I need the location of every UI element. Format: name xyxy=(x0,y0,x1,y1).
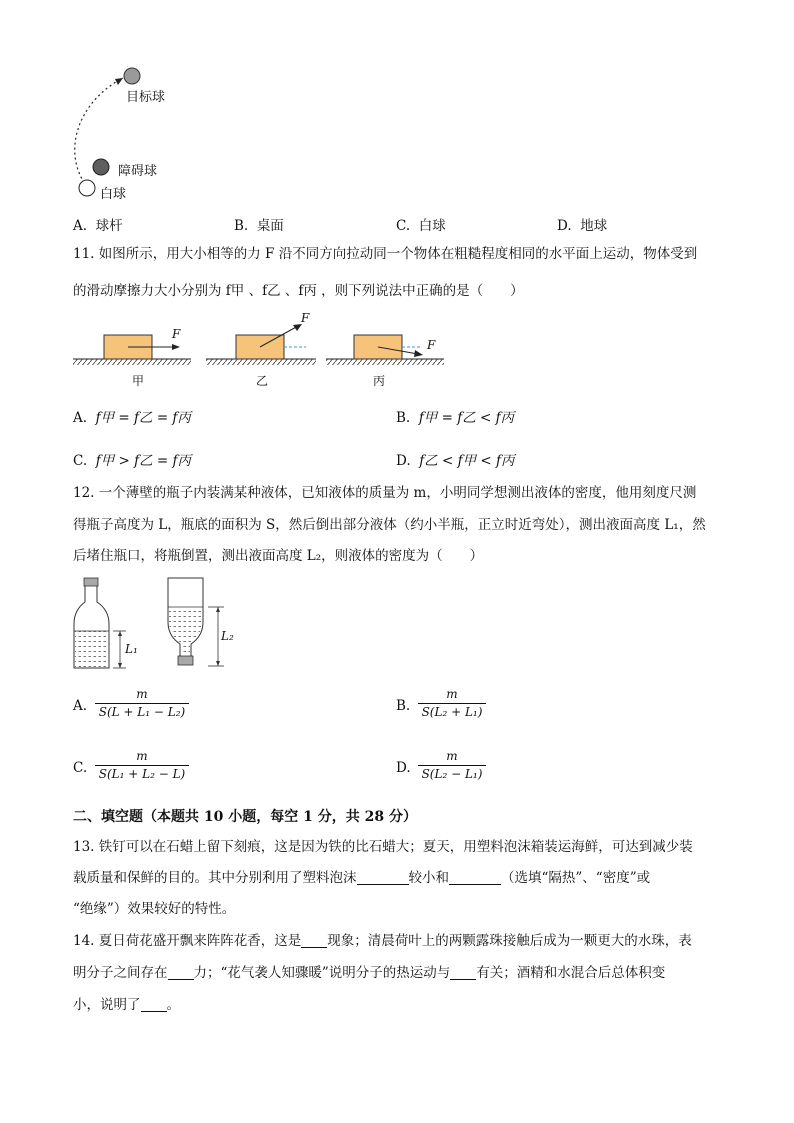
label-jia: 甲 xyxy=(132,374,145,388)
q12-option-d[interactable]: D. m S(L₂ − L₁) xyxy=(396,749,536,789)
q11-option-b[interactable]: B. f甲 = f乙 < f丙 xyxy=(396,410,515,426)
q11-option-a[interactable]: A. f甲 = f乙 = f丙 xyxy=(73,410,191,426)
q12-a-numerator: m xyxy=(136,687,148,701)
q11-line-2: 的滑动摩擦力大小分别为 f甲 、f乙 、f丙 ，则下列说法中正确的是（ ） xyxy=(73,283,524,299)
q12-b-numerator: m xyxy=(446,687,458,701)
q11-option-d[interactable]: D. f乙 < f甲 < f丙 xyxy=(396,453,515,469)
label-bing: 丙 xyxy=(373,374,386,388)
q14-line-1: 14. 夏日荷花盛开飘来阵阵花香，这是 现象；清晨荷叶上的两颗露珠接触后成为一颗更大的水珠，表 xyxy=(73,933,692,949)
q12-line-1: 12. 一个薄壁的瓶子内装满某种液体，已知液体的质量为 m，小明同学想测出液体的密度，他用刻度尺测 xyxy=(73,485,697,501)
q12-c-numerator: m xyxy=(136,749,148,763)
l1-label: L₁ xyxy=(125,642,138,656)
force-label-jia: F xyxy=(172,327,181,341)
q13-line-2: 载质量和保鲜的目的。其中分别利用了塑料泡沫 较小和 （选填“隔热”、“密度”或 xyxy=(73,870,651,886)
q11-figure xyxy=(70,308,450,393)
q14-line-2: 明分子之间存在 力；“花气袭人知骤暖”说明分子的热运动与 有关；酒精和水混合后总体积变 xyxy=(73,965,666,981)
q14-blank-4[interactable] xyxy=(141,997,167,1012)
q12-b-denominator: S(L₂ + L₁) xyxy=(421,705,483,719)
q12-line-3: 后堵住瓶口，将瓶倒置，测出液面高度 L₂，则液体的密度为（ ） xyxy=(73,548,484,564)
q10-option-b[interactable]: B. 桌面 xyxy=(234,218,284,234)
q12-d-numerator: m xyxy=(446,749,458,763)
obstacle-ball-label: 障碍球 xyxy=(118,164,158,179)
q10-option-d[interactable]: D. 地球 xyxy=(557,218,608,234)
bottle-diagram xyxy=(68,574,248,674)
q10-option-a[interactable]: A. 球杆 xyxy=(73,218,123,234)
force-label-bing: F xyxy=(427,338,436,352)
section-title: 二、填空题（本题共 10 小题，每空 1 分，共 28 分） xyxy=(73,809,417,825)
q12-a-denominator: S(L + L₁ − L₂) xyxy=(98,705,186,719)
q13-blank-2[interactable] xyxy=(449,870,501,885)
q12-line-2: 得瓶子高度为 L，瓶底的面积为 S，然后倒出部分液体（约小半瓶，正立时近弯处），测出液面高度 L₁，然 xyxy=(73,517,706,533)
target-ball-label: 目标球 xyxy=(126,90,166,105)
q12-option-c[interactable]: C. m S(L₁ + L₂ − L) xyxy=(73,749,213,789)
q14-line-3: 小，说明了 。 xyxy=(73,997,180,1013)
q12-option-a[interactable]: A. m S(L + L₁ − L₂) xyxy=(73,687,213,727)
q14-blank-2[interactable] xyxy=(168,965,194,980)
billiards-diagram xyxy=(60,60,260,210)
q12-d-denominator: S(L₂ − L₁) xyxy=(421,767,483,781)
label-yi: 乙 xyxy=(256,374,269,388)
q13-line-3: “绝缘”）效果较好的特性。 xyxy=(73,901,236,917)
billiards-figure xyxy=(60,60,260,210)
q11-force-diagram xyxy=(70,308,450,368)
q14-blank-3[interactable] xyxy=(450,965,476,980)
q12-c-denominator: S(L₁ + L₂ − L) xyxy=(98,767,186,781)
l2-label: L₂ xyxy=(221,629,234,643)
q10-option-c[interactable]: C. 白球 xyxy=(396,218,446,234)
white-ball-label: 白球 xyxy=(100,187,127,202)
q11-line-1: 11. 如图所示，用大小相等的力 F 沿不同方向拉动同一个物体在粗糙程度相同的水平面上运动，物体受到 xyxy=(73,246,698,262)
q12-figure xyxy=(68,574,248,674)
q11-option-c[interactable]: C. f甲 > f乙 = f丙 xyxy=(73,453,192,469)
q14-blank-1[interactable] xyxy=(301,933,327,948)
q12-option-b[interactable]: B. m S(L₂ + L₁) xyxy=(396,687,536,727)
force-label-yi: F xyxy=(301,311,310,325)
q13-line-1: 13. 铁钉可以在石蜡上留下刻痕，这是因为铁的比石蜡大；夏天，用塑料泡沫箱装运海鲜，可达到减少装 xyxy=(73,839,693,855)
q13-blank-1[interactable] xyxy=(357,870,409,885)
